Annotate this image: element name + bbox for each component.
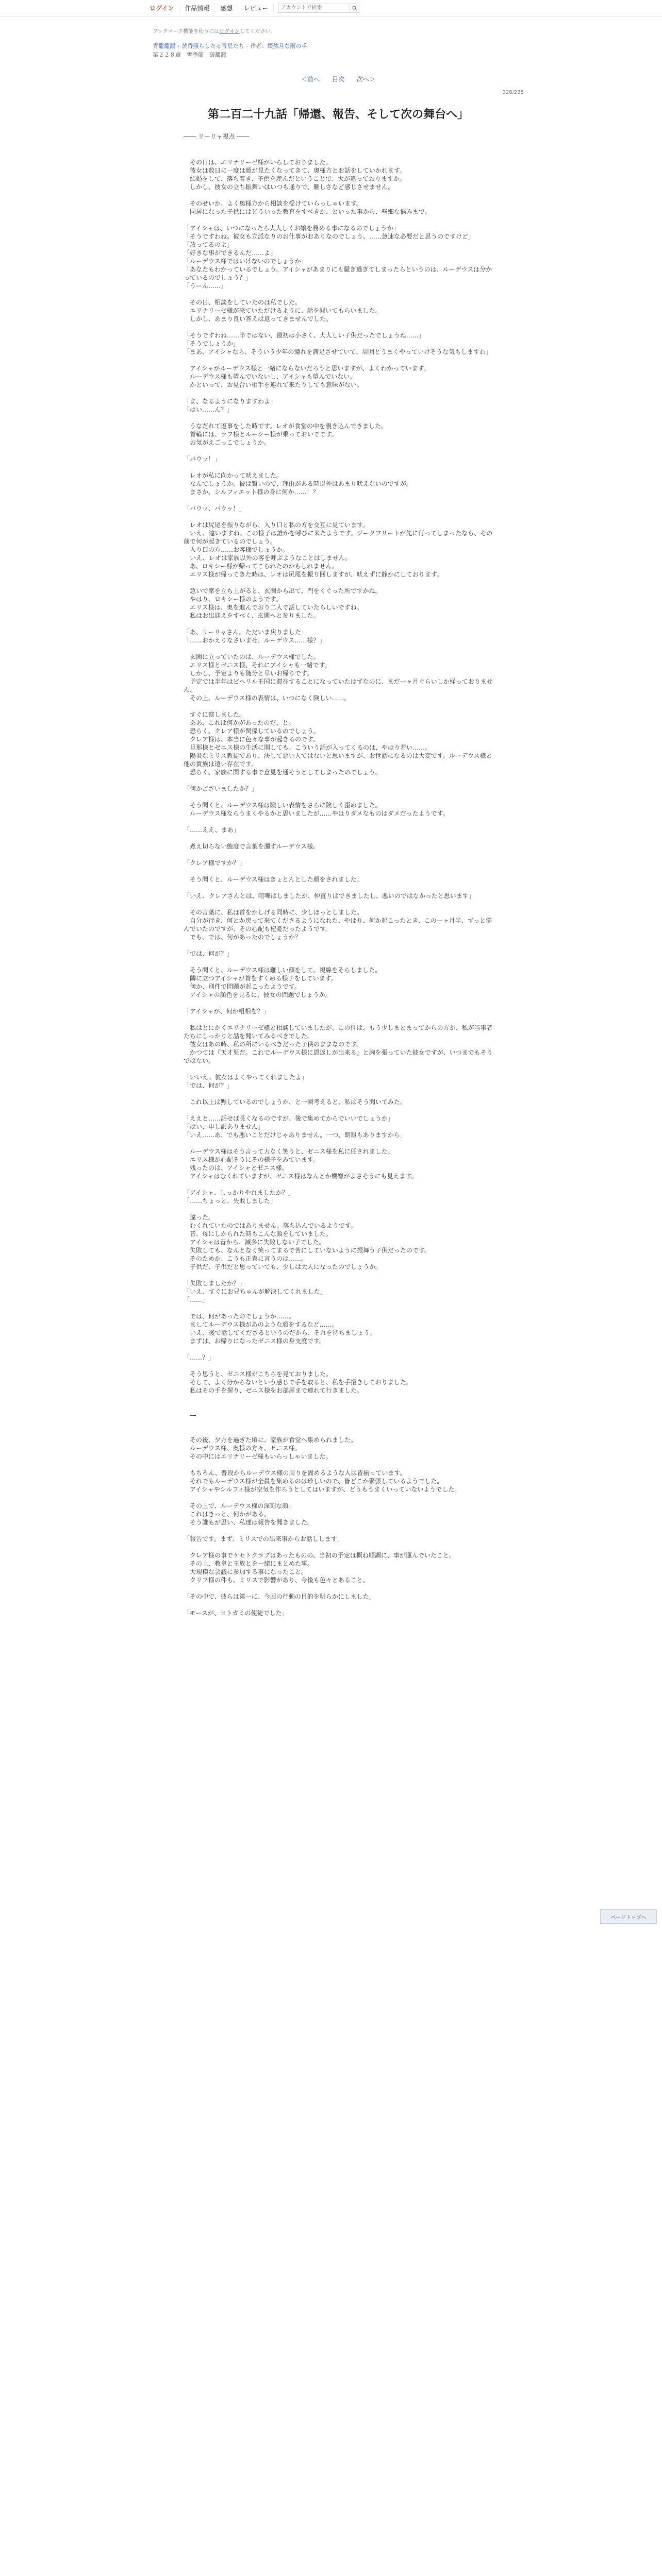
body-paragraph: ルーデウス様、奥様の方々、ゼニス様。	[184, 1445, 301, 1452]
body-paragraph: むくれていたのではありません。落ち込んでいるようです。	[184, 1222, 357, 1229]
body-paragraph: 彼女は数日に一度は顔が見たくなってきて、奥様方とお話をしていかれます。	[184, 167, 406, 174]
body-paragraph: 「いえ、クレアさんとは、喧嘩はしましたが、仲直りはできましたし、悪いのではなかったと思います」	[184, 892, 475, 900]
body-paragraph	[184, 1180, 493, 1189]
body-paragraph: 恐らく、家族に関する事で意見を通そうとしてしまったのでしょう。	[184, 769, 382, 776]
body-paragraph: ましてルーデウス様があのような顔をするなど……。	[184, 1321, 338, 1328]
body-paragraph: そう聞くと、ルーデウス様は険しい表情をさらに険しく歪めました。	[184, 802, 382, 809]
body-paragraph: そう思うと、ゼニス様がこちらを見ておりました。	[184, 1370, 333, 1378]
body-paragraph: 何か、別件で問題が起こったようです。	[184, 983, 301, 990]
body-paragraph: 失敗しても、なんとなく笑ってまるで苦にしていないように振舞う子供だったのです。	[184, 1247, 431, 1254]
body-paragraph: うなだれて返事をした時です。レオが食堂の中を覗き込んできました。	[184, 422, 388, 430]
body-paragraph	[184, 702, 493, 710]
body-paragraph: ああ、これは何かがあったのだ、と。	[184, 719, 295, 726]
body-paragraph: 「バウッ、バウッ！」	[184, 505, 245, 512]
body-paragraph: その中にはエリナリーゼ様もいらっしゃいました。	[184, 1453, 332, 1460]
body-paragraph: アイシャは昔から、滅多に失敗しない子でした。	[184, 1239, 325, 1246]
body-paragraph: そう誰もが思い、私達は報告を聞きました。	[184, 1519, 314, 1526]
body-paragraph	[184, 999, 493, 1007]
body-paragraph: クレア様の事でケセトクラブはあったものの、当初の予定は概ね順調に、事が運んでいたこと。	[184, 1552, 455, 1559]
body-paragraph: 「放ってるのよ」	[184, 241, 234, 248]
body-paragraph: 「そうでしょうか」	[184, 340, 240, 347]
body-paragraph: では、何があったのでしょうか……。	[184, 1313, 295, 1320]
body-paragraph: レオが私に向かって吠えました。	[184, 472, 283, 479]
body-paragraph: 「アイシャは、いつになったら大人しくお嬢を務める事になるのでしょうか」	[184, 225, 400, 232]
body-paragraph: 「……ちょっと、失敗しました」	[184, 1197, 277, 1205]
body-paragraph: その言葉に、私は首をかしげる同時に、少しほっとしました。	[184, 909, 363, 916]
breadcrumb-separator: ›	[177, 43, 180, 49]
chapter-pager	[153, 75, 524, 83]
body-paragraph	[184, 1345, 493, 1353]
body-paragraph	[184, 1139, 493, 1147]
body-paragraph: 違った。	[184, 1214, 215, 1221]
body-paragraph: 玄関に立っていたのは、ルーデウス様でした。	[184, 653, 320, 660]
body-paragraph: 「アイシャ、しっかりやれましたか？」	[184, 1189, 294, 1196]
body-paragraph: ルーデウス様はそう言って力なく笑うと、ゼニス様を私に任されました。	[184, 1148, 394, 1155]
chapter-body	[184, 158, 493, 1617]
body-paragraph	[184, 323, 493, 331]
body-paragraph	[184, 867, 493, 875]
body-paragraph: 予定では半年はビヘリル王国に滞在することになっていたはずなのに、まだ一ヶ月ぐらいしか経っておりません。	[184, 678, 493, 693]
body-paragraph: 入り口の方……お客様でしょうか。	[184, 546, 289, 553]
body-paragraph: 「はい、申し訳ありません」	[184, 1123, 264, 1130]
bookmark-link[interactable]: 感想	[215, 4, 238, 13]
body-paragraph: そう聞くと、ルーデウス様はきょとんとした顔をされました。	[184, 876, 363, 883]
body-paragraph: 「報告です。まず、ミリスでの出来事からお話しします」	[184, 1535, 343, 1543]
body-paragraph: 「……？」	[184, 1354, 215, 1361]
body-paragraph: その日、相談をしていたのは私でした。	[184, 299, 302, 306]
body-paragraph: 「いえ……あ、でも悪いことだけじゃありません。一つ、朗報もありますから」	[184, 1131, 406, 1139]
login-link[interactable]: ログイン	[144, 4, 179, 13]
body-paragraph: 陽炎なミリス教徒であり、決して悪い人ではないと思いますが、お世話になるのは大変です。ルーデウス様と他の貴族は遠い存在です。	[184, 752, 492, 768]
body-paragraph	[184, 793, 493, 801]
body-paragraph: エリス様とゼニス様、それにアイシャも一緒です。	[184, 662, 331, 669]
body-paragraph: いえ、レオは家族以外の客を呼ぶようなことはしません。	[184, 554, 352, 562]
body-paragraph: そのせいか、よく奥様方から相談を受けていらっしゃいます。	[184, 200, 363, 207]
body-paragraph	[184, 1065, 493, 1073]
body-paragraph: エリス様は、奥を進んでおり二人で話していたらしいですね。	[184, 604, 363, 611]
search-box	[278, 4, 359, 13]
body-paragraph: その後、夕方を過ぎた頃に、家族が食堂へ集められました。	[184, 1436, 357, 1444]
body-paragraph: かといって、お見合い相手を連れて来たりしても意味がない。	[184, 381, 363, 388]
body-paragraph: そして、よく分からないという感じで手を取ると、私を手招きしておりました。	[184, 1379, 412, 1386]
body-paragraph: もちろん、普段からルーデウス様の周りを固めるような人は皆揃っています。	[184, 1469, 406, 1477]
body-paragraph: 「好きな事ができるんだ……よ」	[184, 249, 277, 257]
top-navigation-bar	[0, 0, 662, 16]
body-paragraph	[184, 579, 493, 587]
body-paragraph	[184, 356, 493, 364]
body-paragraph: 昔、母にしかられた時もこんな顔をしていました。	[184, 1230, 333, 1238]
breadcrumb-author[interactable]: 燦然月な雨の手	[267, 43, 307, 49]
body-paragraph: 「そうですわね。彼女も立派なりのお仕事がおありなのでしょう。……急速な必要だと思うのですけど」	[184, 233, 475, 240]
body-paragraph: しかし、予定よりも随分と早いお帰りです。	[184, 670, 313, 677]
body-paragraph: 結婚をして、落ち着き、子供を産んだということで、大が違っておりますか。	[184, 175, 406, 182]
body-paragraph: その上で、ルーデウス様の深刻な顔。	[184, 1502, 295, 1510]
body-paragraph	[184, 513, 493, 521]
body-paragraph: 旦那様とゼニス様の生活に関しても、こういう話が入ってくるのは、やはり若い……。	[184, 744, 432, 751]
body-paragraph: 「ま、なるようになりますわよ」	[184, 398, 277, 405]
works-link[interactable]: 作品情報	[179, 4, 215, 13]
body-paragraph: まずは、お帰りになったゼニス様の身支度です。	[184, 1337, 326, 1345]
body-paragraph	[184, 1271, 493, 1279]
body-paragraph	[184, 1403, 493, 1411]
body-paragraph: 煮え切らない態度で言葉を濁すルーデウス様。	[184, 843, 320, 850]
body-paragraph	[184, 851, 493, 859]
body-paragraph: その上、ルーデウス様の表情は、いつになく険しい……。	[184, 694, 351, 702]
body-paragraph: 「あなたもわかっているでしょう。アイシャがあまりにも騒ぎ過ぎてしまったらというのは、ルーデウスは分かっているのでしょう？」	[184, 266, 492, 281]
body-paragraph	[184, 1106, 493, 1114]
body-paragraph: 「……」	[184, 1296, 209, 1303]
bookmark-notice	[153, 27, 524, 35]
body-paragraph	[184, 1428, 493, 1436]
body-paragraph: しかし、あまり良い答えは返ってきませんでした。	[184, 315, 333, 323]
body-paragraph: でも、では、何があったのでしょうか？	[184, 934, 301, 941]
body-paragraph: 「失敗しましたか？」	[184, 1280, 246, 1287]
notice-login-link[interactable]: ログイン	[219, 29, 240, 35]
body-paragraph: エリナリーゼ様が来ていただけるように、話を聞いてもらいました。	[184, 307, 382, 314]
body-paragraph: 「まあ、アイシャなら、そういう少年の憧れを満足させていて、周囲とうまくやっていけそうな気もしますわ」	[184, 348, 492, 355]
body-paragraph: 「モースが、ヒトガミの使徒でした」	[184, 1609, 288, 1617]
body-paragraph: 同居になった子供にはどういった教育をすべきか、といった事から、些細な悩みまで。	[184, 208, 431, 215]
body-paragraph	[184, 900, 493, 908]
body-paragraph: ルーデウス様も望んでいないし、アイシャも望んでいない。	[184, 373, 356, 380]
body-paragraph: クレア様は、本当に色々な事が起きるのです。	[184, 736, 320, 743]
chapter-title: 第二百二十九話「帰還、報告、そして次の舞台へ」	[207, 108, 469, 121]
body-paragraph	[184, 1461, 493, 1469]
body-paragraph: これはきっと、何かがある。	[184, 1511, 271, 1518]
body-paragraph: アイシャやシルフィ様が空気を作ろうとしてはいますが、どうもうまくいっていないようでした。	[184, 1486, 461, 1493]
body-paragraph: その上、教皇と王族とを一緒にまとめた事。	[184, 1560, 314, 1567]
body-paragraph: 「その中で、彼らは第一に、今回の行動の目的を明らかにしました」	[184, 1593, 375, 1600]
body-paragraph	[184, 1419, 493, 1428]
body-paragraph	[184, 818, 493, 826]
body-paragraph	[184, 1090, 493, 1098]
body-paragraph	[184, 1543, 493, 1551]
body-paragraph	[184, 1015, 493, 1024]
search-input[interactable]	[278, 4, 350, 13]
body-paragraph	[184, 290, 493, 298]
body-paragraph: 大規模な会議に参加する事になったこと。	[184, 1568, 308, 1575]
body-paragraph: その日は、エリナリーゼ様がいらしておりました。	[184, 159, 332, 166]
body-paragraph: 「クレア様ですか？」	[184, 859, 246, 867]
body-paragraph: 自分が行き、何とか戻って来てくださるようになれた、やはり、何か起こったとき、この一ヶ月半、ずっと悩んでいたのですが、その心配も杞憂だったようです。	[184, 917, 492, 933]
body-paragraph: 「アイシャが、何か粗相を？」	[184, 1008, 270, 1015]
body-paragraph	[184, 1527, 493, 1535]
body-paragraph: アイシャはむくれていますが、ゼニス様はなんとか機嫌がよさそうにも見えます。	[184, 1173, 418, 1180]
body-paragraph: 私はお出迎えをすべく、玄関へと参りました。	[184, 612, 320, 619]
body-paragraph: いえ、違いますね。この様子は誰かを呼びに来たようです。ジークフリートが先に行ってしまったなら、その前で何が起きているのでしょう。	[184, 530, 493, 545]
body-paragraph: 彼女はあの時、私の所にいるべきだった子供のままなのです。	[184, 1041, 363, 1048]
body-paragraph	[184, 1584, 493, 1592]
page-top-button[interactable]: ページトップへ	[600, 1909, 657, 1924]
body-paragraph: 私はその手を握り、ゼニス様をお部屋まで連れて行きました。	[184, 1387, 363, 1394]
body-paragraph: 恐らく、クレア様が関係しているのでしょう。	[184, 727, 320, 735]
body-paragraph	[184, 414, 493, 422]
body-paragraph: ―	[184, 1412, 196, 1419]
body-paragraph	[184, 1304, 493, 1312]
body-paragraph	[184, 1362, 493, 1370]
table-of-contents-link[interactable]: 目次	[332, 76, 344, 83]
breadcrumb-separator: -	[246, 43, 249, 49]
body-paragraph: 「そうですわね……半ではない、最初は小さく、大人しい子供だったでしょうね……」	[184, 332, 425, 339]
breadcrumb-series[interactable]: 青籠籠籠	[153, 43, 175, 49]
body-paragraph: やはり、ロキシー様のようです。	[184, 596, 282, 603]
body-paragraph: お気がえごっこでしょうか。	[184, 439, 270, 446]
body-paragraph: 隣に立つアイシャが首をすくめる様子をしています。	[184, 975, 337, 982]
body-paragraph: アイシャがルーデウス様と一緒にならないだろうと思いますが、よくわかっています。	[184, 365, 430, 372]
chapter-preface: ―― リーリャ視点 ――	[184, 133, 250, 140]
search-icon[interactable]	[350, 4, 359, 13]
body-paragraph: 私はとにかくエリナリーゼ様と相談していましたが、この件は、もう少しまとまってからの方が、私が当事者たちにしっかりと話を聞いてみるべきでした。	[184, 1024, 493, 1040]
body-paragraph	[184, 645, 493, 653]
body-paragraph	[184, 496, 493, 504]
novel-content	[153, 27, 524, 1617]
body-paragraph: エリス様が帰ってきた時は、レオは尻尾を振り回しますが、吠えずに静かにしております。	[184, 571, 443, 578]
body-paragraph: 首輪には、ラフ様とルーシー様が乗っておいでです。	[184, 431, 338, 438]
body-paragraph	[184, 941, 493, 950]
next-chapter-link[interactable]: 次へ＞	[356, 76, 375, 83]
body-paragraph: 「うーん……」	[184, 282, 227, 290]
body-paragraph: 「では、何が？」	[184, 950, 234, 957]
body-paragraph: いえ、後で話してくださるというのだから、それを待ちましょう。	[184, 1329, 376, 1336]
body-paragraph: クリフ様の件も、ミリスで影響があり、今後も色々とあること。	[184, 1577, 369, 1584]
body-paragraph: しかし、彼女の立ち振舞いはいつも通りで、難しさなど感じさせません。	[184, 183, 394, 191]
body-paragraph: アイシャの顔色を見るに、彼女の問題でしょうか。	[184, 991, 332, 998]
body-paragraph: かつては『天才児だ。これでルーデウス様に恩返しが出来る』と胸を張っていた彼女ですが、いつまでもそうではない。	[184, 1049, 493, 1064]
body-paragraph: 「はい……ん？」	[184, 406, 234, 413]
body-paragraph	[184, 884, 493, 892]
body-paragraph: これ以上は黙しているのでしょうか、と一瞬考えると、私はそう聞いてみた。	[184, 1098, 407, 1106]
body-paragraph: 「いえ、すぐにお兄ちゃんが解決してくれました」	[184, 1288, 326, 1295]
body-paragraph: 「では、何が？」	[184, 1082, 234, 1089]
breadcrumb-work[interactable]: 黄昏照らしたる青星たち	[181, 43, 244, 49]
body-paragraph	[184, 620, 493, 628]
body-paragraph: 子供だ、子供だと思っていても、少しは大人になったのでしょうか。	[184, 1263, 382, 1270]
body-paragraph	[184, 1395, 493, 1403]
body-paragraph	[184, 958, 493, 966]
notice-prefix: ブックマーク機能を使うには	[153, 29, 220, 35]
body-paragraph: すぐに察しました。	[184, 711, 246, 718]
body-paragraph	[184, 463, 493, 471]
body-paragraph: 「何かございましたか？」	[184, 785, 258, 792]
body-paragraph	[184, 447, 493, 455]
body-paragraph: まさか、シルフィエット様の身に何か……！？	[184, 488, 319, 496]
body-paragraph: 「……ええ、まあ」	[184, 826, 240, 834]
body-paragraph	[184, 389, 493, 397]
breadcrumb	[153, 42, 524, 50]
body-paragraph: 残ったのは、アイシャとゼニス様。	[184, 1164, 288, 1172]
body-paragraph: それでもルーデウス様が全員を集めるのは珍しいので、皆どこか緊張しているようでした。	[184, 1478, 443, 1485]
body-paragraph: レオは尻尾を振りながら、入り口と私の方を交互に見ています。	[184, 521, 369, 529]
body-paragraph: 「……おかえりなさいませ、ルーデウス……様？」	[184, 637, 326, 644]
chapter-number: 228/235	[502, 90, 524, 95]
body-paragraph: 急いで席を立ち上がると、玄関から出て、門をくぐった所ですかね。	[184, 587, 382, 595]
body-paragraph: あ、ロキシー様が帰ってこられたのかもしれません。	[184, 563, 339, 570]
body-paragraph: 「バウッ！」	[184, 455, 221, 463]
body-paragraph: そう聞くと、ルーデウス様は難しい顔をして、視線をそらしました。	[184, 967, 382, 974]
body-paragraph	[184, 216, 493, 224]
body-paragraph: 「ルーデウス様ではいけないのでしょうか」	[184, 258, 307, 265]
body-paragraph: なんでしょうか。彼は賢いので、理由がある時以外はあまり吠えないのですが。	[184, 480, 412, 487]
chapter-meta: 第２２８章 雪季節 破籠籠	[153, 52, 226, 58]
body-paragraph: 「あ、リーリャさん。ただいま戻りました」	[184, 629, 307, 636]
body-paragraph: 「ええと……話せば長くなるのですが、後で集めてからでいいでしょうか」	[184, 1115, 394, 1122]
notice-suffix: してください。	[239, 29, 276, 35]
review-link[interactable]: レビュー	[238, 4, 274, 13]
prev-chapter-link[interactable]: ＜前へ	[301, 76, 320, 83]
body-paragraph	[184, 776, 493, 785]
body-paragraph: エリス様が心配そうにその様子をみています。	[184, 1156, 319, 1163]
breadcrumb-author-label: 作者：	[250, 43, 268, 49]
body-paragraph	[184, 834, 493, 842]
body-paragraph: ルーデウス様ならうまくやるかと思いましたが……やはりダメなものはダメだったようです。	[184, 810, 449, 817]
body-paragraph	[184, 191, 493, 199]
body-paragraph: そのためか、こうも正直に言うのは……。	[184, 1255, 308, 1262]
body-paragraph	[184, 1205, 493, 1213]
body-paragraph	[184, 1494, 493, 1502]
body-paragraph: 「いいえ。彼女はよくやってくれましたよ」	[184, 1074, 308, 1081]
body-paragraph	[184, 1601, 493, 1609]
